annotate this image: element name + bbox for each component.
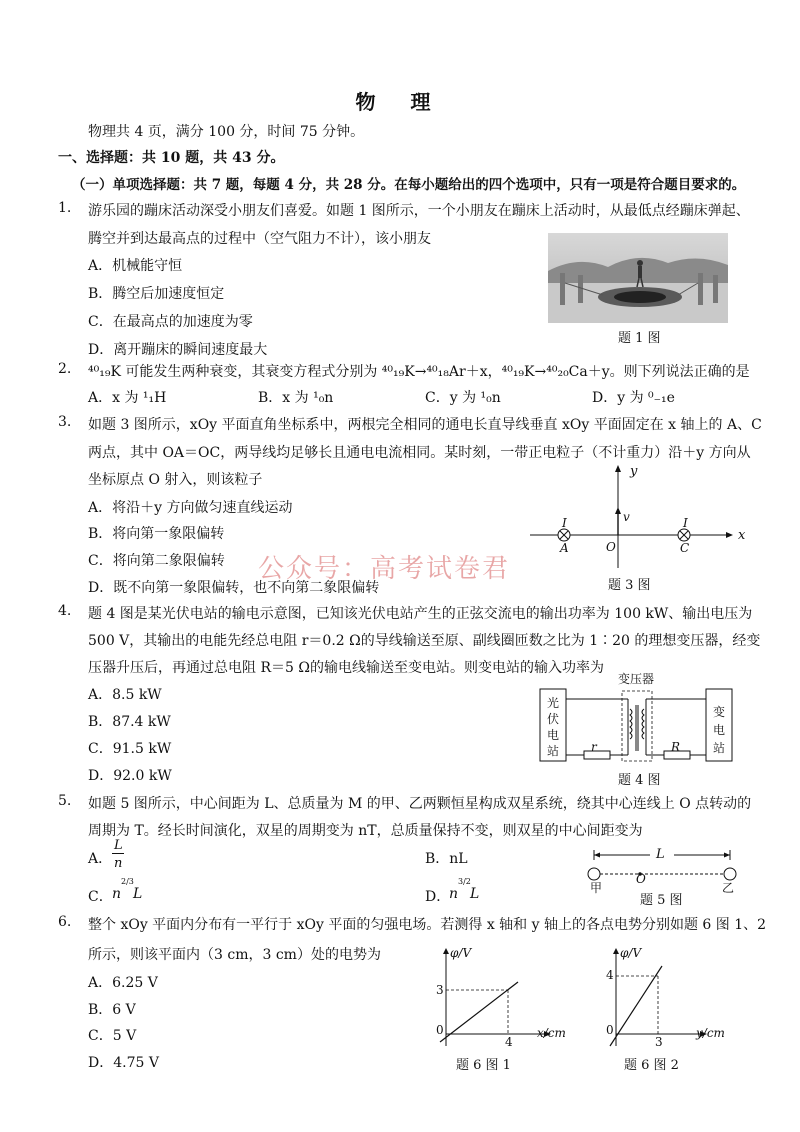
tick-label: 3 <box>655 1035 663 1049</box>
question-text: 如题 3 图所示，xOy 平面直角坐标系中，两根完全相同的通电长直导线垂直 xOy 平面固定在 x 轴上的 A、C <box>88 417 762 433</box>
resistor-label: R <box>671 740 681 754</box>
power-exponent: 3/2 <box>458 877 471 886</box>
question-text: 整个 xOy 平面内分布有一平行于 xOy 平面的匀强电场。若测得 x 轴和 y 轴上的各点电势分别如题 6 图 1、2 <box>88 917 767 933</box>
power-tail: L <box>470 886 480 902</box>
option-d: D．y 为 ⁰₋₁e <box>592 390 675 406</box>
fraction-denominator: n <box>114 856 123 871</box>
question-number: 5. <box>58 793 72 809</box>
trampoline-photo <box>548 233 728 323</box>
figure-caption: 题 6 图 2 <box>624 1058 679 1073</box>
axis-label: φ/V <box>450 946 472 960</box>
star-jia-label: 甲 <box>590 881 603 895</box>
resistor-label: r <box>591 740 597 754</box>
axis-label: y <box>630 464 638 479</box>
option-d-label: D． <box>425 889 451 905</box>
substation-label: 变电站 <box>712 705 725 755</box>
question-number: 2. <box>58 361 72 377</box>
fraction-bar <box>112 853 124 854</box>
figure-caption: 题 4 图 <box>618 773 661 788</box>
option-a-label: A． <box>88 851 113 867</box>
option-b: B．6 V <box>88 1002 136 1018</box>
option-a: A．x 为 ¹₁H <box>88 390 167 406</box>
current-label: I <box>562 516 567 530</box>
axis-label: φ/V <box>620 946 642 960</box>
origin-label: O <box>606 540 616 554</box>
option-a: A．6.25 V <box>88 975 158 991</box>
option-d: D．既不向第一象限偏转，也不向第二象限偏转 <box>88 580 380 596</box>
question-text: 周期为 T。经长时间演化，双星的周期变为 nT，总质量保持不变，则双星的中心间距变为 <box>88 823 643 839</box>
axis-label: x/cm <box>537 1026 566 1040</box>
option-a: A．将沿＋y 方向做匀速直线运动 <box>88 500 293 516</box>
option-c-label: C． <box>88 889 113 905</box>
question-text: 如题 5 图所示，中心间距为 L、总质量为 M 的甲、乙两颗恒星构成双星系统，绕其中心连线上 O 点转动的 <box>88 796 752 812</box>
option-d: D．92.0 kW <box>88 768 172 784</box>
center-label: O <box>636 872 646 886</box>
current-label: I <box>683 516 688 530</box>
option-c: C．91.5 kW <box>88 741 172 757</box>
distance-label: L <box>656 847 665 862</box>
figure-caption: 题 5 图 <box>640 893 683 908</box>
question-number: 4. <box>58 603 72 619</box>
question-text: 所示，则该平面内（3 cm，3 cm）处的电势为 <box>88 947 381 963</box>
page-title: 物 理 <box>355 90 445 114</box>
point-a-label: A <box>560 541 569 555</box>
question-number: 3. <box>58 414 72 430</box>
power-base: n <box>449 886 459 902</box>
fraction-numerator: L <box>114 838 123 853</box>
pv-station-label: 光伏电站 <box>546 696 559 758</box>
question-text: 两点，其中 OA＝OC，两导线均足够长且通电电流相同。某时刻，一带正电粒子（不计重力）沿＋y 方向从 <box>88 445 751 461</box>
option-c: C．在最高点的加速度为零 <box>88 314 253 330</box>
power-base: n <box>112 886 122 902</box>
option-b: B．87.4 kW <box>88 714 171 730</box>
option-a: A．8.5 kW <box>88 687 162 703</box>
star-yi-label: 乙 <box>722 881 735 895</box>
question-number: 1. <box>58 200 72 216</box>
transformer-label: 变压器 <box>618 672 655 686</box>
question-text: 题 4 图是某光伏电站的输电示意图，已知该光伏电站产生的正弦交流电的输出功率为 100 kW、输出电压为 <box>88 606 753 622</box>
figure-caption: 题 6 图 1 <box>456 1058 511 1073</box>
origin-label: 0 <box>436 1023 444 1037</box>
option-d: D．4.75 V <box>88 1055 159 1071</box>
option-c: C．y 为 ¹₀n <box>425 390 501 406</box>
tick-label: 4 <box>606 968 614 982</box>
tick-label: 3 <box>436 983 444 997</box>
axis-label: y/cm <box>696 1026 725 1040</box>
section-heading: 一、选择题：共 10 题，共 43 分。 <box>58 150 285 166</box>
option-b: B．nL <box>425 851 468 867</box>
option-b: B．将向第一象限偏转 <box>88 526 225 542</box>
option-c: C．5 V <box>88 1028 137 1044</box>
option-b: B．x 为 ¹₀n <box>258 390 334 406</box>
question-text: 腾空并到达最高点的过程中（空气阻力不计），该小朋友 <box>88 231 431 247</box>
figure-caption: 题 3 图 <box>608 578 651 593</box>
option-a: A．机械能守恒 <box>88 258 183 274</box>
question-text: 500 V，其输出的电能先经总电阻 r＝0.2 Ω的导线输送至原、副线圈匝数之比为 1∶20 的理想变压器，经变 <box>88 633 761 649</box>
option-d: D．离开蹦床的瞬间速度最大 <box>88 342 268 358</box>
option-b: B．腾空后加速度恒定 <box>88 286 225 302</box>
question-text: 坐标原点 O 射入，则该粒子 <box>88 472 263 488</box>
figure-caption: 题 1 图 <box>618 331 661 346</box>
point-c-label: C <box>680 541 690 555</box>
subsection-heading: （一）单项选择题：共 7 题，每题 4 分，共 28 分。在每小题给出的四个选项中，只有一项是符合题目要求的。 <box>72 177 746 193</box>
question-text: 压器升压后，再通过总电阻 R＝5 Ω的输电线输送至变电站。则变电站的输入功率为 <box>88 660 604 676</box>
q4-circuit-diagram <box>538 685 734 767</box>
question-text: ⁴⁰₁₉K 可能发生两种衰变，其衰变方程式分别为 ⁴⁰₁₉K→⁴⁰₁₈Ar＋x，⁴⁰₁₉K→⁴⁰₂₀Ca＋y。则下列说法正确的是 <box>88 364 750 380</box>
option-c: C．将向第二象限偏转 <box>88 553 225 569</box>
question-number: 6. <box>58 914 72 930</box>
origin-label: 0 <box>606 1023 614 1037</box>
question-text: 游乐园的蹦床活动深受小朋友们喜爱。如题 1 图所示，一个小朋友在蹦床上活动时，从最低点经蹦床弹起、 <box>88 203 750 219</box>
exam-intro: 物理共 4 页，满分 100 分，时间 75 分钟。 <box>88 124 365 140</box>
power-exponent: 2/3 <box>121 877 134 886</box>
tick-label: 4 <box>505 1035 513 1049</box>
velocity-label: v <box>623 510 630 524</box>
power-tail: L <box>133 886 143 902</box>
watermark: 公众号：高考试卷君 <box>258 554 511 584</box>
axis-label: x <box>738 528 746 543</box>
